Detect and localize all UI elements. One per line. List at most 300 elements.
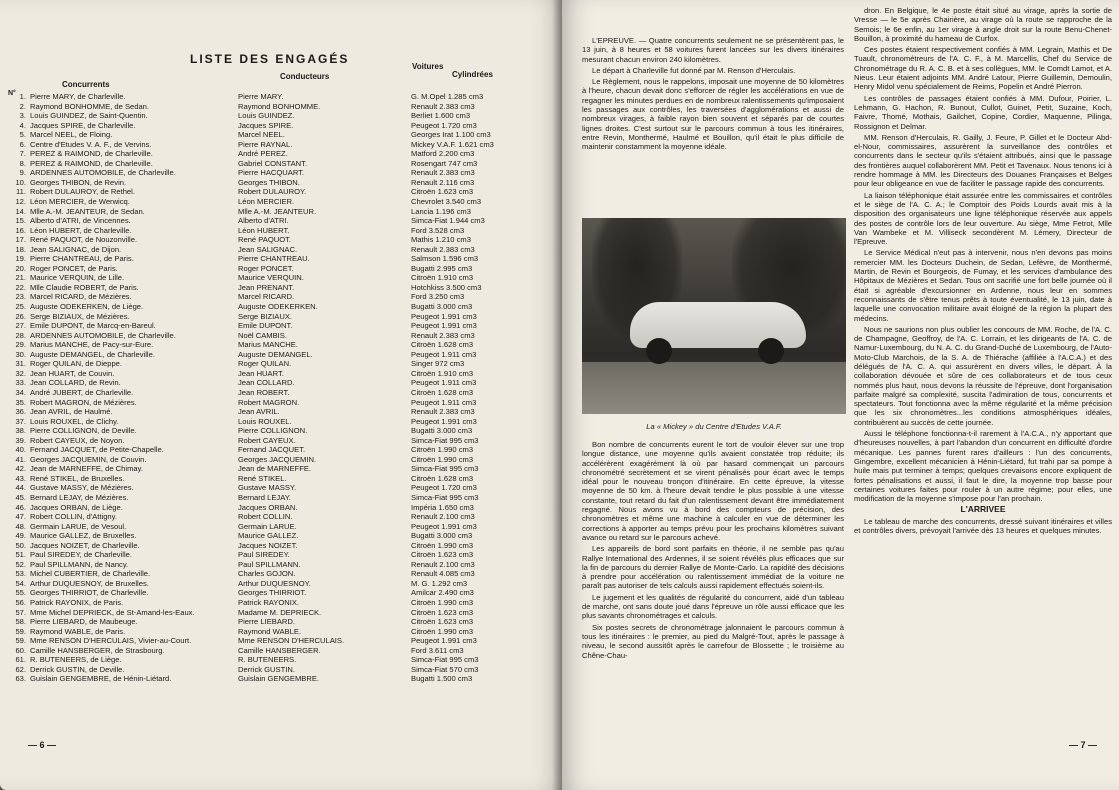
table-row xyxy=(6,588,554,598)
entrant-name: Michel CUBERTIER, de Charleville. xyxy=(30,569,151,579)
entrant-name: Serge BIZIAUX, de Mézières. xyxy=(30,311,130,321)
entry-number: 59. xyxy=(15,626,26,636)
table-row xyxy=(6,312,554,322)
entry-number: 30. xyxy=(15,349,26,359)
entry-number: 19. xyxy=(15,254,26,264)
table-row xyxy=(6,522,554,532)
car-and-displacement: Impéria 1.650 cm3 xyxy=(411,502,474,512)
driver-name: Madame M. DEPRIECK. xyxy=(238,607,322,617)
table-row xyxy=(6,636,554,646)
table-row xyxy=(6,378,554,388)
car-and-displacement: Renault 2.100 cm3 xyxy=(411,559,475,569)
car-and-displacement: Renault 2.383 cm3 xyxy=(411,244,475,254)
page-number-left: — 6 — xyxy=(28,740,57,750)
entrant-name: Léon HUBERT, de Charleville. xyxy=(30,225,132,235)
car-and-displacement: Renault 2.116 cm3 xyxy=(411,177,475,187)
paragraph: Bon nombre de concurrents eurent le tort de vouloir élever sur une trop longue distance, une moyenne qu'ils avaient constatée trop réduite; ils accélérèrent exagérément là où par hasard commençait un parcours chronométré secrètement et se virent pénalisés pour écart avec le temps idéal pour le nouveau tronçon d'itinéraire. En cette épreuve, la vitesse moyenne de 50 km. à l'heure devait tendre le plus possible à une vitesse constante, tout retard du fait d'un ralentissement devant être immédiatement regagné. Nous avons vu à bord des compteurs de précision, des chronomètres et même une machine à calculer en vue de déterminer les corrections à apporter au temps prévu pour les prochains kilomètres suivant avance ou retard sur le parcours achevé. xyxy=(582,440,844,542)
car-and-displacement: Peugeot 1.991 cm3 xyxy=(411,321,477,331)
entry-number: 6. xyxy=(19,139,26,149)
car-and-displacement: Chevrolet 3.540 cm3 xyxy=(411,197,482,207)
entry-number: 55. xyxy=(15,588,26,598)
car-and-displacement: Citroën 1.628 cm3 xyxy=(411,387,474,397)
entry-number: 25. xyxy=(15,302,26,312)
table-row xyxy=(6,130,554,140)
entry-number: 59. xyxy=(15,636,26,646)
car-and-displacement: Peugeot 1.720 cm3 xyxy=(411,483,477,493)
header-conducteurs: Conducteurs xyxy=(280,72,330,81)
entrant-name: Guislain GENGEMBRE, de Hénin-Liétard. xyxy=(30,674,172,684)
entrant-name: Camille HANSBERGER, de Strasbourg. xyxy=(30,645,165,655)
entrant-name: Bernard LEJAY, de Mézières. xyxy=(30,492,129,502)
car-and-displacement: Peugeot 1.991 cm3 xyxy=(411,416,477,426)
entry-number: 57. xyxy=(15,607,26,617)
driver-name: Robert COLLIN. xyxy=(238,512,293,522)
entry-number: 34. xyxy=(15,387,26,397)
entrant-name: Maurice GALLEZ, de Bruxelles. xyxy=(30,531,137,541)
driver-name: Roger PONCET. xyxy=(238,263,294,273)
car-and-displacement: Citroën 1.628 cm3 xyxy=(411,473,474,483)
table-row xyxy=(6,512,554,522)
entry-number: 32. xyxy=(15,368,26,378)
article-column-a-top xyxy=(582,36,844,154)
entry-number: 60. xyxy=(15,645,26,655)
driver-name: Robert DULAUROY. xyxy=(238,187,307,197)
table-row xyxy=(6,340,554,350)
car-and-displacement: Peugeot 1.720 cm3 xyxy=(411,120,477,130)
driver-name: Jean PRENANT. xyxy=(238,282,295,292)
entry-number: 10. xyxy=(15,177,26,187)
car-and-displacement: Peugeot 1.991 cm3 xyxy=(411,521,477,531)
entry-number: 5. xyxy=(19,130,26,140)
entrant-name: Pierre LIEBARD, de Maubeuge. xyxy=(30,617,138,627)
entry-number: 45. xyxy=(15,492,26,502)
table-row xyxy=(6,140,554,150)
car-and-displacement: Simca-Fiat 995 cm3 xyxy=(411,435,479,445)
car-and-displacement: Georges Irat 1.100 cm3 xyxy=(411,130,491,140)
table-row xyxy=(6,455,554,465)
entrant-name: Emile DUPONT, de Marcq-en-Bareul. xyxy=(30,321,156,331)
car-and-displacement: Simca-Fiat 570 cm3 xyxy=(411,664,479,674)
table-row xyxy=(6,483,554,493)
entrant-name: PEREZ & RAIMOND, de Charleville. xyxy=(30,158,153,168)
paragraph: L'EPREUVE. — Quatre concurrents seulement ne se présentèrent pas, le 13 juin, à 8 heures et 58 voitures furent lancées sur les divers itinéraires mesurant chacun environ 240 kilomètres. xyxy=(582,36,844,64)
driver-name: Pierre HACQUART. xyxy=(238,168,305,178)
car-and-displacement: Salmson 1.596 cm3 xyxy=(411,254,479,264)
paragraph: Le jugement et les qualités de régularité du concurrent, aidé d'un tableau de marche, ont sans doute joué dans l'épreuve un rôle aussi efficace que les plus savants chronométrages et calculs. xyxy=(582,592,844,621)
car-and-displacement: Ford 3.528 cm3 xyxy=(411,225,465,235)
entry-number: 2. xyxy=(19,101,26,111)
paragraph: Ces postes étaient respectivement confiés à MM. Legrain, Mathis et De Tuault, chronométreurs de l'A. C. F., à M. Marcellis, Chef du Service de Chronométrage du R. A. C. B. et à ses collègues, MM. le Comdt Lamot, et A. Nieus. Leur étaient adjoints MM. André Latour, Pierre Guillemin, Demoulin, Henry Midol venu spécialement de Reims, Popelin et André Pierron. xyxy=(854,45,1112,92)
driver-name: Auguste ODEKERKEN. xyxy=(238,302,318,312)
driver-name: Georges THIBON. xyxy=(238,177,300,187)
car-and-displacement: G. M.Opel 1.285 cm3 xyxy=(411,92,484,101)
entrant-name: Roger QUILAN, de Dieppe. xyxy=(30,359,123,369)
driver-name: Marius MANCHE. xyxy=(238,340,298,350)
car-and-displacement: Citroën 1.990 cm3 xyxy=(411,540,474,550)
car-and-displacement: Citroën 1.990 cm3 xyxy=(411,445,474,455)
entrant-name: Pierre COLLIGNON, de Deville. xyxy=(30,426,137,436)
entrant-name: Maurice VERQUIN, de Lille. xyxy=(30,273,125,283)
driver-name: Léon HUBERT. xyxy=(238,225,290,235)
entry-number: 9. xyxy=(19,168,26,178)
car-and-displacement: Renault 2.383 cm3 xyxy=(411,330,475,340)
entrant-name: Roger PONCET, de Paris. xyxy=(30,263,118,273)
entrant-name: Jean COLLARD, de Revin. xyxy=(30,378,121,388)
driver-name: Jacques NOIZET. xyxy=(238,540,298,550)
table-row xyxy=(6,359,554,369)
header-concurrents: Concurrents xyxy=(62,80,110,89)
car-and-displacement: Peugeot 1.991 cm3 xyxy=(411,311,477,321)
table-row xyxy=(6,283,554,293)
table-row xyxy=(6,369,554,379)
entrant-name: Louis GUINDEZ, de Saint-Quentin. xyxy=(30,111,148,121)
header-voitures: Voitures xyxy=(412,62,444,71)
driver-name: Marcel NEEL. xyxy=(238,130,285,140)
arrivee-heading: L'ARRIVEE xyxy=(960,504,1006,515)
car-and-displacement: Ford 3.250 cm3 xyxy=(411,292,465,302)
car-and-displacement: Peugeot 1.911 cm3 xyxy=(411,349,477,359)
entry-number: 20. xyxy=(15,263,26,273)
entrant-name: Jacques ORBAN, de Liège. xyxy=(30,502,123,512)
driver-name: Guislain GENGEMBRE. xyxy=(238,674,320,684)
table-row xyxy=(6,398,554,408)
entry-number: 51. xyxy=(15,550,26,560)
table-row xyxy=(6,102,554,112)
entry-number: 28. xyxy=(15,330,26,340)
driver-name: Jean COLLARD. xyxy=(238,378,295,388)
paragraph: Six postes secrets de chronométrage jalonnaient le parcours commun à tous les itinéraires : le premier, au pied du Malgré-Tout, après le passage à niveau, le second aussitôt après le carrefour de Blossette ; le troisième au Chêne-Chau- xyxy=(582,622,844,660)
car-and-displacement: Rosengart 747 cm3 xyxy=(411,158,478,168)
entrant-name: Auguste ODEKERKEN, de Liège. xyxy=(30,302,144,312)
table-row xyxy=(6,617,554,627)
car-photo xyxy=(582,218,846,414)
driver-name: Jacques ORBAN. xyxy=(238,502,298,512)
entry-number: 8. xyxy=(19,158,26,168)
entrant-name: Jean de MARNEFFE, de Chimay. xyxy=(30,464,143,474)
entrant-name: Jean HUART, de Couvin. xyxy=(30,368,115,378)
table-row xyxy=(6,273,554,283)
entry-number: 58. xyxy=(15,617,26,627)
car-and-displacement: Renault 4.085 cm3 xyxy=(411,569,475,579)
car-and-displacement: Bugatti 1.500 cm3 xyxy=(411,674,473,684)
car-and-displacement: Peugeot 1.911 cm3 xyxy=(411,378,477,388)
entrant-name: René PAQUOT, de Nouzonville. xyxy=(30,235,138,245)
table-row xyxy=(6,531,554,541)
entry-number: 14. xyxy=(15,206,26,216)
table-row xyxy=(6,321,554,331)
entrant-name: Léon MERCIER, de Werwicq. xyxy=(30,197,130,207)
table-row xyxy=(6,302,554,312)
entry-number: 46. xyxy=(15,502,26,512)
driver-name: Robert CAYEUX. xyxy=(238,435,296,445)
entry-number: 44. xyxy=(15,483,26,493)
driver-name: Maurice GALLEZ. xyxy=(238,531,299,541)
table-row xyxy=(6,216,554,226)
entrant-name: Robert MAGRON, de Mézières. xyxy=(30,397,137,407)
entrant-name: Robert DULAUROY, de Rethel. xyxy=(30,187,135,197)
table-row xyxy=(6,608,554,618)
table-row xyxy=(6,503,554,513)
driver-name: Raymond WABLE. xyxy=(238,626,302,636)
table-row xyxy=(6,111,554,121)
car-and-displacement: Citroën 1.623 cm3 xyxy=(411,550,474,560)
entrant-name: Jean SALIGNAC, de Dijon. xyxy=(30,244,122,254)
driver-name: Emile DUPONT. xyxy=(238,321,293,331)
driver-name: Paul SPILLMANN. xyxy=(238,559,301,569)
table-row xyxy=(6,197,554,207)
entry-number: 48. xyxy=(15,521,26,531)
entry-number: 49. xyxy=(15,531,26,541)
entry-number: 21. xyxy=(15,273,26,283)
table-row xyxy=(6,436,554,446)
entry-number: 63. xyxy=(15,674,26,684)
table-row xyxy=(6,407,554,417)
table-row xyxy=(6,579,554,589)
table-row xyxy=(6,646,554,656)
driver-name: Germain LARUE. xyxy=(238,521,297,531)
car-and-displacement: Mickey V.A.F. 1.621 cm3 xyxy=(411,139,494,149)
entry-number: 11. xyxy=(16,187,26,197)
table-row xyxy=(6,331,554,341)
entry-number: 16. xyxy=(15,225,26,235)
driver-name: Noël CAMBIS. xyxy=(238,330,287,340)
car-and-displacement: Citroën 1.910 cm3 xyxy=(411,368,474,378)
entrant-name: Centre d'Etudes V. A. F., de Vervins. xyxy=(30,139,152,149)
entrant-name: Germain LARUE, de Vesoul. xyxy=(30,521,127,531)
car-and-displacement: Citroën 1.910 cm3 xyxy=(411,273,474,283)
driver-name: Gabriel CONSTANT. xyxy=(238,158,308,168)
entrant-name: Patrick RAYONIX, de Paris. xyxy=(30,597,124,607)
table-row xyxy=(6,674,554,684)
driver-name: Pierre RAYNAL. xyxy=(238,139,293,149)
entry-number: 47. xyxy=(15,512,26,522)
page-number-right: — 7 — xyxy=(1068,740,1097,750)
driver-name: Pierre CHANTREAU. xyxy=(238,254,310,264)
entry-number: 62. xyxy=(15,664,26,674)
entry-number: 61. xyxy=(15,655,26,665)
table-row xyxy=(6,121,554,131)
car-and-displacement: Peugeot 1.911 cm3 xyxy=(411,397,477,407)
car-and-displacement: Matford 2.200 cm3 xyxy=(411,149,475,159)
car-and-displacement: Bugatti 3.000 cm3 xyxy=(411,302,473,312)
entry-number: 54. xyxy=(15,578,26,588)
driver-name: Marcel RICARD. xyxy=(238,292,295,302)
paragraph: Nous ne saurions non plus oublier les concours de MM. Roche, de l'A. C. de Champagne, Geoffroy, de l'A. C. Lorrain, et les dirigeants de l'A. C. de Namur-Luxembourg, du N. A. C. du Grand-Duché de Luxembourg, de l'Auto-Moto-Club Marchois, de la S. A. de Thiérache (affiliée à l'A.C.A.) et des délégués de l'A. C. A. qui assurèrent en divers villes, le départ. À la collaboration dévouée et sûre de ces collaborateurs et de tous ceux nommés plus haut, nous devons la réussite de l'épreuve, dont l'organisation parfaite malgré sa complexité, suscita l'admiration de tous, concurrents et spectateurs. Tout fonctionna avec la même régularité et la même précision que les six chronomètres...les conditions atmosphériques idéales, contribuèrent au succès de cette journée. xyxy=(854,324,1112,427)
table-row xyxy=(6,598,554,608)
entry-number: 50. xyxy=(15,540,26,550)
entry-number: 15. xyxy=(15,216,26,226)
header-number: N° xyxy=(8,90,16,97)
entry-number: 1. xyxy=(19,92,26,101)
entry-number: 29. xyxy=(15,340,26,350)
entrant-name: PEREZ & RAIMOND, de Charleville. xyxy=(30,149,153,159)
entry-number: 27. xyxy=(15,321,26,331)
table-row xyxy=(6,417,554,427)
car-and-displacement: Citroën 1.623 cm3 xyxy=(411,617,474,627)
table-row xyxy=(6,560,554,570)
entrant-name: ARDENNES AUTOMOBILE, de Charleville. xyxy=(30,168,176,178)
table-row xyxy=(6,445,554,455)
entry-number: 42. xyxy=(15,464,26,474)
driver-name: Georges JACQUEMIN. xyxy=(238,454,317,464)
driver-name: Alberto d'ATRI. xyxy=(238,216,289,226)
entrant-name: Georges JACQUEMIN, de Couvin. xyxy=(30,454,147,464)
car-and-displacement: Singer 972 cm3 xyxy=(411,359,465,369)
entry-number: 31. xyxy=(15,359,26,369)
driver-name: Charles GOJON. xyxy=(238,569,296,579)
driver-name: Camille HANSBERGER. xyxy=(238,645,321,655)
entry-number: 33. xyxy=(15,378,26,388)
driver-name: Pierre MARY. xyxy=(238,92,284,101)
paragraph: dron. En Belgique, le 4e poste était situé au virage, après la sortie de Vresse — le 5e après Chairière, au virage où la route se rapproche de la Semois; le 6e enfin, au 1er virage à angle droit sur la route Benu-Chenet-Bouillon, à proximité du hameau de Curfox. xyxy=(854,6,1112,43)
entry-number: 35. xyxy=(15,397,26,407)
driver-name: André PEREZ. xyxy=(238,149,288,159)
table-row xyxy=(6,292,554,302)
car-and-displacement: Simca-Fiat 1.944 cm3 xyxy=(411,216,485,226)
entry-number: 4. xyxy=(19,120,26,130)
table-row xyxy=(6,464,554,474)
driver-name: Patrick RAYONIX. xyxy=(238,597,300,607)
entry-number: 23. xyxy=(15,292,26,302)
paragraph: Les contrôles de passages étaient confiés à MM. Dufour, Poirier, L. Lehmann, G. Hachon, R. Bunout, Cullot, Guinet, Petit, Suzaine, Koch, Faivre, Thomé, Mothais, Gailchet, Copine, Cordier, Maquenne, Pilinga, Rossignon et Delmar. xyxy=(854,93,1112,131)
table-row xyxy=(6,493,554,503)
driver-name: Paul SIREDEY. xyxy=(238,550,290,560)
driver-name: Louis GUINDEZ. xyxy=(238,111,295,121)
table-row xyxy=(6,388,554,398)
driver-name: Jean ROBERT. xyxy=(238,387,290,397)
driver-name: René PAQUOT. xyxy=(238,235,292,245)
driver-name: Pierre LIEBARD. xyxy=(238,617,295,627)
entrant-name: Paul SPILLMANN, de Nancy. xyxy=(30,559,129,569)
entrant-name: Marius MANCHE, de Pacy-sur-Eure. xyxy=(30,340,154,350)
table-row xyxy=(6,226,554,236)
driver-name: R. BUTENEERS. xyxy=(238,655,297,665)
car-and-displacement: Hotchkiss 3.500 cm3 xyxy=(411,282,482,292)
article-column-b xyxy=(854,6,1112,537)
entrant-name: Pierre MARY, de Charleville. xyxy=(30,92,126,101)
car-and-displacement: Ford 3.611 cm3 xyxy=(411,645,464,655)
table-row xyxy=(6,541,554,551)
table-row xyxy=(6,168,554,178)
entrant-name: Jacques NOIZET, de Charleville. xyxy=(30,540,140,550)
car-and-displacement: Bugatti 3.000 cm3 xyxy=(411,426,473,436)
entry-number: 37. xyxy=(15,416,26,426)
car-and-displacement: Peugeot 1.991 cm3 xyxy=(411,636,477,646)
header-cylindrees: Cylindrées xyxy=(452,70,493,79)
car-and-displacement: Renault 2.383 cm3 xyxy=(411,407,475,417)
driver-name: Louis ROUXEL. xyxy=(238,416,292,426)
entrant-name: Auguste DEMANGEL, de Charleville. xyxy=(30,349,155,359)
driver-name: Jacques SPIRE. xyxy=(238,120,294,130)
driver-name: Serge BIZIAUX. xyxy=(238,311,293,321)
paragraph: Aussi le téléphone fonctionna-t-il rarement à l'A.C.A., n'y apportant que d'heureuses nouvelles, à part l'abandon d'un concurrent en difficulté d'ordre mécanique. Les pannes furent rares d'ailleurs : l'un des concurrents, Gingembre, excellent mécanicien à Hénin-Liétard, fut trahi par sa pompe à huile mais put terminer à temps; quelques crevaisons encore expliquent de fortes pénalisations et aussi, il faut le dire, la moyenne trop basse pour certaines voitures faites pour rouler à un autre régime; pour elles, une modification de la moyenne s'impose pour l'an prochain. xyxy=(854,429,1112,504)
entry-number: 22. xyxy=(15,282,26,292)
table-row xyxy=(6,264,554,274)
driver-name: Pierre COLLIGNON. xyxy=(238,426,308,436)
entrant-name: Marcel RICARD, de Mézières. xyxy=(30,292,132,302)
entry-number: 52. xyxy=(15,559,26,569)
car-and-displacement: Mathis 1.210 cm3 xyxy=(411,235,471,245)
entrant-name: Jean AVRIL, de Haulmé. xyxy=(30,407,113,417)
table-row xyxy=(6,207,554,217)
entrant-name: ARDENNES AUTOMOBILE, de Charleville. xyxy=(30,330,176,340)
driver-name: Roger QUILAN. xyxy=(238,359,292,369)
entry-number: 53. xyxy=(15,569,26,579)
entrant-name: Raymond WABLE, de Paris. xyxy=(30,626,126,636)
driver-name: Maurice VERQUIN. xyxy=(238,273,304,283)
car-and-displacement: Simca-Fiat 995 cm3 xyxy=(411,655,479,665)
list-title: LISTE DES ENGAGÉS xyxy=(190,52,350,66)
entry-number: 26. xyxy=(15,311,26,321)
table-row xyxy=(6,350,554,360)
table-row xyxy=(6,569,554,579)
entry-number: 43. xyxy=(15,473,26,483)
driver-name: Bernard LEJAY. xyxy=(238,492,291,502)
driver-name: Jean de MARNEFFE. xyxy=(238,464,312,474)
driver-name: Mlle A.-M. JEANTEUR. xyxy=(238,206,317,216)
entrant-name: Mme Michel DEPRIECK, de St-Amand-les-Eaux. xyxy=(30,607,195,617)
car-and-displacement: Citroën 1.990 cm3 xyxy=(411,454,474,464)
table-row xyxy=(6,187,554,197)
entrant-name: Mlle Claudie ROBERT, de Paris. xyxy=(30,282,139,292)
driver-name: Arthur DUQUESNOY. xyxy=(238,578,311,588)
car-and-displacement: Renault 2.383 cm3 xyxy=(411,101,475,111)
entrants-table xyxy=(6,92,554,684)
entrant-name: Alberto d'ATRI, de Vincennes. xyxy=(30,216,131,226)
driver-name: Raymond BONHOMME. xyxy=(238,101,321,111)
entrant-name: Georges THIBON, de Revin. xyxy=(30,177,127,187)
car-and-displacement: Citroën 1.623 cm3 xyxy=(411,187,474,197)
table-row xyxy=(6,665,554,675)
driver-name: René STIKEL. xyxy=(238,473,287,483)
entrant-name: Georges THIRRIOT, de Charleville. xyxy=(30,588,149,598)
entrant-name: André JUBERT, de Charleville. xyxy=(30,387,134,397)
entry-number: 41. xyxy=(15,454,26,464)
driver-name: Jean HUART. xyxy=(238,368,284,378)
driver-name: Robert MAGRON. xyxy=(238,397,300,407)
entrant-name: Robert COLLIN, d'Attigny. xyxy=(30,512,117,522)
article-column-a-bottom xyxy=(582,440,844,662)
entrant-name: Jacques SPIRE, de Charleville. xyxy=(30,120,136,130)
table-row xyxy=(6,159,554,169)
car-and-displacement: Citroën 1.990 cm3 xyxy=(411,597,474,607)
paragraph: Le Service Médical n'eut pas à intervenir, nous n'en devons pas moins remercier MM. les Docteurs Duchein, de Sedan, Lefèvre, de Monthermé, Martin, de Revin et Bourgeois, de Fumay, et les services d'ambulance des Hôpitaux de Mézières et Sedan. Tous ont sacrifié une fort belle journée où il était si agréable d'excursionner en Ardenne, nous leur en sommes reconnaissants de s'être tenus prêts à toute éventualité, le 13 juin, date à laquelle une convocation militaire avait éloigné de la région la plupart des médecins. xyxy=(854,248,1112,323)
car-and-displacement: M. G. 1.292 cm3 xyxy=(411,578,468,588)
table-row xyxy=(6,655,554,665)
entrant-name: Louis ROUXEL, de Clichy. xyxy=(30,416,119,426)
entrant-name: René STIKEL, de Bruxelles. xyxy=(30,473,125,483)
photo-caption: La « Mickey » du Centre d'Etudes V.A.F. xyxy=(646,422,782,431)
car-and-displacement: Simca-Fiat 995 cm3 xyxy=(411,492,479,502)
entry-number: 17. xyxy=(15,235,26,245)
entrant-name: R. BUTENEERS, de Liège. xyxy=(30,655,122,665)
table-row xyxy=(6,245,554,255)
table-row xyxy=(6,149,554,159)
driver-name: Léon MERCIER. xyxy=(238,197,295,207)
paragraph: La liaison téléphonique était assurée entre les commissaires et contrôles et le siège de l'A. C. A.; le Comptoir des Poids Lourds avait mis à la disposition des organisateurs une ligne téléphonique réservée aux appels des postes de contrôle lors de leur ouverture. Au siège, Mme Fetrot, Mlle Van Wambeke et M. Villiseck secondèrent M. Lémery, Directeur de l'Epreuve. xyxy=(854,190,1112,247)
driver-name: Jean AVRIL. xyxy=(238,407,280,417)
right-page xyxy=(562,0,1119,790)
car-and-displacement: Renault 2.383 cm3 xyxy=(411,168,475,178)
table-row xyxy=(6,178,554,188)
entrant-name: Mme RENSON D'HERCULAIS, Vivier-au-Court. xyxy=(30,636,192,646)
car-and-displacement: Berliet 1.600 cm3 xyxy=(411,111,471,121)
entry-number: 56. xyxy=(15,597,26,607)
driver-name: Mme RENSON D'HERCULAIS. xyxy=(238,636,345,646)
table-row xyxy=(6,627,554,637)
car-and-displacement: Citroën 1.628 cm3 xyxy=(411,340,474,350)
driver-name: Fernand JACQUET. xyxy=(238,445,306,455)
